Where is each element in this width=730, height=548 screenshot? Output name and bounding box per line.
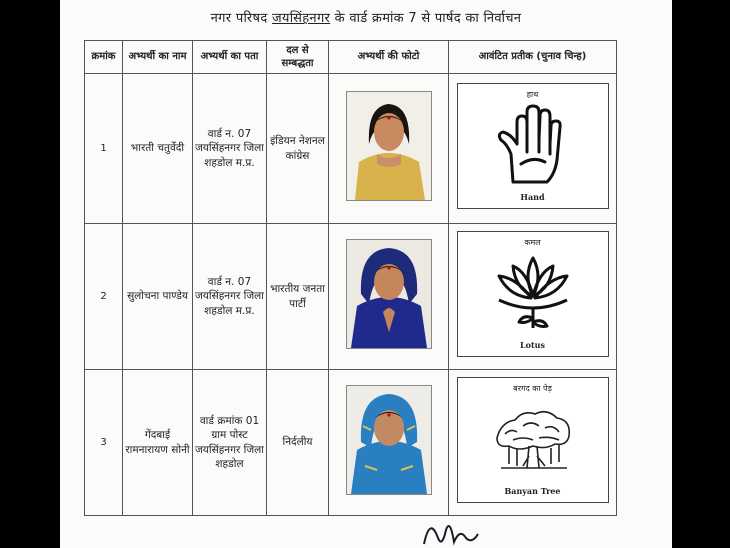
symbol-cell (449, 74, 617, 224)
symbol-cell (449, 224, 617, 370)
photo-cell (329, 74, 449, 224)
symbol-english-label: Hand (520, 192, 545, 203)
table-row (85, 74, 617, 224)
lotus-icon (493, 252, 573, 336)
title-town: जयसिंहनगर (271, 11, 331, 26)
hand-icon (493, 104, 573, 188)
candidate-photo (346, 239, 432, 349)
header-serial: क्रमांक (85, 41, 123, 74)
name-cell: भारती चतुर्वेदी (123, 74, 193, 224)
page-title (60, 8, 672, 26)
candidate-photo (346, 385, 432, 495)
name-cell: सुलोचना पाण्डेय (123, 224, 193, 370)
symbol-hindi-label: हाथ (526, 90, 539, 100)
symbol-english-label: Banyan Tree (504, 486, 561, 497)
header-photo: अभ्यर्थी की फोटो (329, 41, 449, 74)
symbol-english-label: Lotus (520, 340, 545, 351)
symbol-cell (449, 370, 617, 516)
symbol-box (457, 231, 609, 357)
serial-cell: 1 (85, 74, 123, 224)
header-name: अभ्यर्थी का नाम (123, 41, 193, 74)
symbol-hindi-label: कमल (524, 238, 541, 248)
candidate-photo (346, 91, 432, 201)
title-prefix: नगर परिषद (210, 11, 272, 26)
address-cell: वार्ड न. 07 जयसिंहनगर जिला शहडोल म.प्र. (193, 224, 267, 370)
address-cell: वार्ड क्रमांक 01 ग्राम पोस्ट जयसिंहनगर जिला शहडोल (193, 370, 267, 516)
signature-image (420, 508, 500, 548)
serial-cell: 3 (85, 370, 123, 516)
header-symbol: आवंटित प्रतीक (चुनाव चिन्ह) (449, 41, 617, 74)
portrait-image (347, 240, 431, 348)
portrait-image (347, 92, 431, 200)
document-page (60, 0, 672, 548)
photo-cell (329, 224, 449, 370)
party-cell: निर्दलीय (267, 370, 329, 516)
party-cell: भारतीय जनता पार्टी (267, 224, 329, 370)
serial-cell: 2 (85, 224, 123, 370)
table-row (85, 224, 617, 370)
symbol-box (457, 377, 609, 503)
photo-cell (329, 370, 449, 516)
header-row (85, 41, 617, 74)
candidate-table (84, 40, 617, 516)
name-cell: गेंदबाई रामनारायण सोनी (123, 370, 193, 516)
symbol-hindi-label: बरगद का पेड़ (513, 384, 552, 394)
party-cell: इंडियन नेशनल कांग्रेस (267, 74, 329, 224)
banyan-tree-icon (493, 398, 573, 482)
address-cell: वार्ड न. 07 जयसिंहनगर जिला शहडोल म.प्र. (193, 74, 267, 224)
symbol-box (457, 83, 609, 209)
portrait-image (347, 386, 431, 494)
title-suffix: के वार्ड क्रमांक 7 से पार्षद का निर्वाचन (330, 11, 522, 26)
table-row (85, 370, 617, 516)
header-address: अभ्यर्थी का पता (193, 41, 267, 74)
header-party: दल से सम्बद्धता (267, 41, 329, 74)
